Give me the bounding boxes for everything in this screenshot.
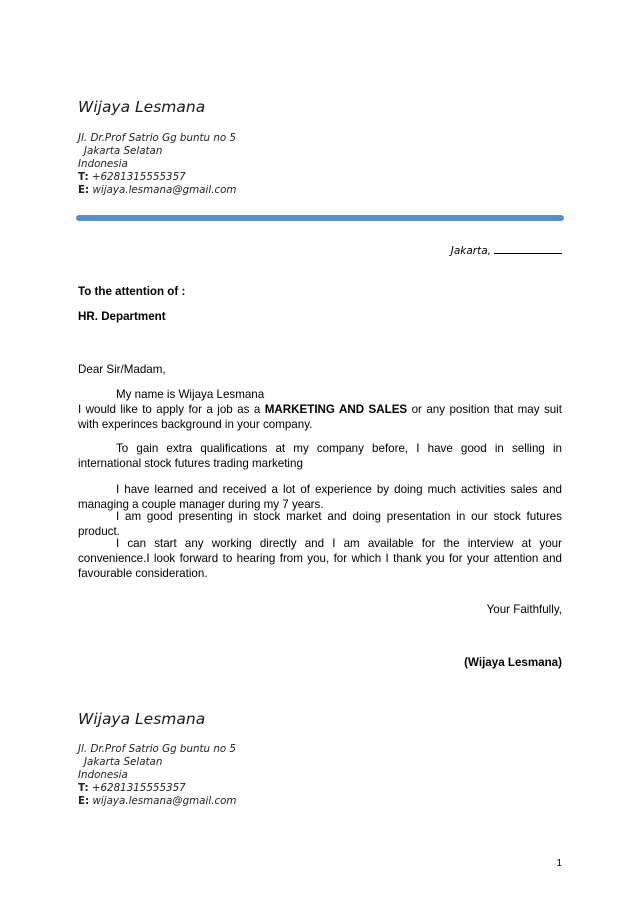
footer-email <box>78 795 236 808</box>
paragraph-availability <box>78 536 562 581</box>
attention-department: HR. Department <box>78 310 166 323</box>
header-divider <box>76 215 564 221</box>
sender-country: Indonesia <box>78 158 128 170</box>
signature: (Wijaya Lesmana) <box>464 656 562 669</box>
footer-address-line1: Jl. Dr.Prof Satrio Gg buntu no 5 <box>78 743 236 755</box>
footer-country: Indonesia <box>78 769 128 781</box>
qualifications-text: To gain extra qualifications at my company before, I have good in selling in international stock futures trading marketing <box>78 442 562 470</box>
sender-address-line2: Jakarta Selatan <box>84 145 163 157</box>
apply-position: MARKETING AND SALES <box>264 403 408 416</box>
email-value: wijaya.lesmana@gmail.com <box>92 184 237 196</box>
paragraph-presenting <box>78 509 562 539</box>
paragraph-experience <box>78 482 562 512</box>
footer-email-value: wijaya.lesmana@gmail.com <box>92 795 237 807</box>
salutation: Dear Sir/Madam, <box>78 363 166 376</box>
attention-line: To the attention of : <box>78 285 186 298</box>
apply-text-post: or any position that may suit with experinces background in your company. <box>78 403 562 431</box>
footer-phone-value: +6281315555357 <box>91 782 186 794</box>
footer-phone <box>78 782 186 795</box>
page-number: 1 <box>556 858 562 869</box>
apply-text-pre: I would like to apply for a job as a <box>78 403 265 416</box>
sender-name: Wijaya Lesmana <box>78 98 206 116</box>
sender-phone <box>78 171 186 184</box>
email-label: E: <box>78 184 90 196</box>
intro-line: My name is Wijaya Lesmana <box>116 388 265 401</box>
presenting-text: I am good presenting in stock market and doing presentation in our stock futures product. <box>78 510 562 538</box>
date-line <box>451 243 562 257</box>
sender-address-line1: Jl. Dr.Prof Satrio Gg buntu no 5 <box>78 132 236 144</box>
phone-label: T: <box>78 171 89 183</box>
paragraph-apply <box>78 402 562 432</box>
paragraph-qualifications <box>78 441 562 471</box>
phone-value: +6281315555357 <box>91 171 186 183</box>
date-blank <box>494 243 562 254</box>
footer-phone-label: T: <box>78 782 89 794</box>
footer-sender-name: Wijaya Lesmana <box>78 710 206 728</box>
date-city: Jakarta, <box>450 245 491 257</box>
closing: Your Faithfully, <box>486 603 562 616</box>
sender-email <box>78 184 236 197</box>
availability-text: I can start any working directly and I am available for the interview at your convenience.I look forward to hearing from you, for which I thank you for your attention and favourable consideration. <box>78 537 562 580</box>
footer-email-label: E: <box>78 795 90 807</box>
footer-address-line2: Jakarta Selatan <box>84 756 163 768</box>
experience-text: I have learned and received a lot of experience by doing much activities sales and managing a couple manager during my 7 years. <box>78 483 562 511</box>
